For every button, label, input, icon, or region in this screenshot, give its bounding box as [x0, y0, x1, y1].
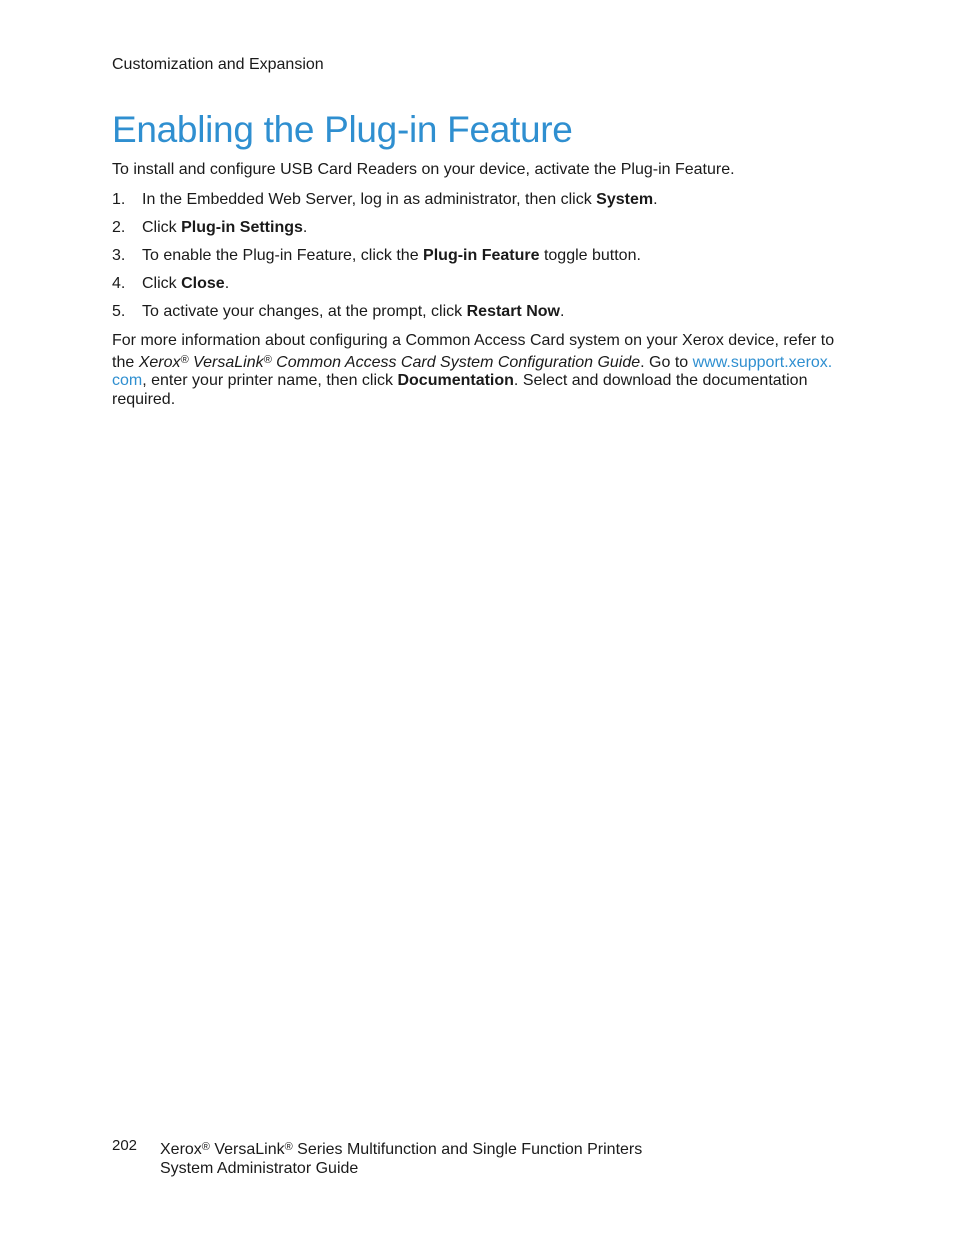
step-number: 1. [112, 191, 126, 208]
footer-title [160, 1138, 642, 1178]
step-text-end: . [559, 303, 565, 320]
step-ui-label: Plug-in Feature [423, 247, 540, 264]
more-info-text: . Select and download the documentation required. [112, 372, 808, 409]
step-text: In the Embedded Web Server, log in as administrator, then click [142, 191, 597, 208]
footer-line-1: Xerox® VersaLink® Series Multifunction and Single Function Printers [160, 1141, 643, 1158]
step-item [112, 246, 842, 274]
step-text-end: toggle button. [539, 247, 641, 264]
step-text: Click [142, 219, 182, 236]
footer-line-2: System Administrator Guide [160, 1160, 359, 1177]
step-item [112, 274, 842, 302]
support-link[interactable]: www.support.xerox. com [112, 353, 833, 390]
running-header: Customization and Expansion [112, 56, 324, 73]
more-info-text: . Go to [640, 353, 693, 371]
step-text: To activate your changes, at the prompt, click [142, 303, 467, 320]
step-number: 4. [112, 275, 126, 292]
step-ui-label: System [596, 191, 654, 208]
more-info-paragraph [112, 332, 842, 410]
step-text-end: . [224, 275, 230, 292]
step-number: 5. [112, 303, 126, 320]
documentation-label: Documentation [397, 372, 514, 390]
step-text-end: . [653, 191, 658, 208]
step-text: To enable the Plug-in Feature, click the [142, 247, 424, 264]
step-text: Click [142, 275, 182, 292]
page-number: 202 [112, 1137, 138, 1154]
step-item [112, 190, 842, 218]
step-ui-label: Restart Now [466, 303, 560, 320]
page-title: Enabling the Plug-in Feature [112, 109, 573, 150]
more-info-text: For more information about configuring a Common Access Card system on your Xerox device, refer to the [112, 332, 835, 371]
step-text-end: . [302, 219, 308, 236]
step-ui-label: Close [181, 275, 225, 292]
step-ui-label: Plug-in Settings [181, 219, 303, 236]
steps-list [112, 190, 842, 330]
more-info-text: , enter your printer name, then click [142, 372, 398, 390]
step-number: 2. [112, 219, 126, 236]
step-number: 3. [112, 247, 126, 264]
step-item [112, 302, 842, 330]
step-item [112, 218, 842, 246]
intro-paragraph: To install and configure USB Card Readers on your device, activate the Plug-in Feature. [112, 161, 735, 178]
guide-title: Xerox® VersaLink® Common Access Card System Configuration Guide [138, 353, 641, 371]
